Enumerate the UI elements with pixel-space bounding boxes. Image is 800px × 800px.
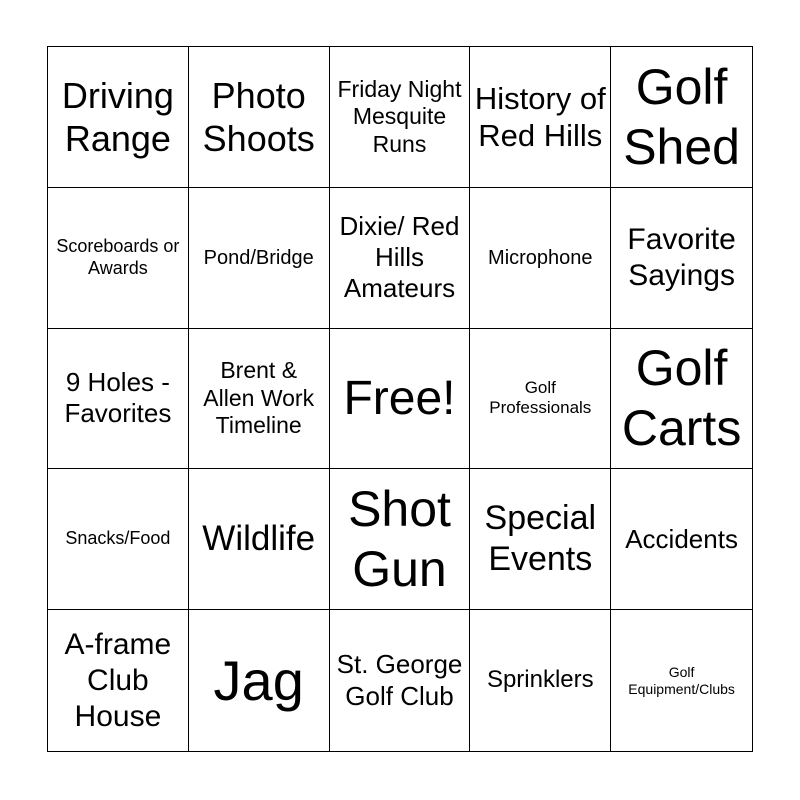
bingo-cell[interactable] bbox=[330, 47, 471, 188]
bingo-cell[interactable] bbox=[48, 329, 189, 470]
bingo-cell[interactable] bbox=[611, 469, 752, 610]
bingo-cell[interactable] bbox=[470, 188, 611, 329]
cell-label: Snacks/Food bbox=[65, 528, 171, 549]
bingo-cell[interactable] bbox=[189, 47, 330, 188]
cell-label: Golf Shed bbox=[623, 58, 740, 175]
cell-label: Shot Gun bbox=[348, 481, 451, 598]
bingo-cell[interactable] bbox=[189, 469, 330, 610]
bingo-cell[interactable] bbox=[48, 610, 189, 751]
cell-label: Free! bbox=[343, 371, 456, 425]
bingo-cell[interactable] bbox=[611, 47, 752, 188]
cell-label: History of Red Hills bbox=[474, 80, 606, 153]
cell-label: Microphone bbox=[488, 246, 593, 269]
cell-label: Brent & Allen Work Timeline bbox=[203, 357, 315, 439]
bingo-cell[interactable] bbox=[48, 47, 189, 188]
bingo-cell[interactable] bbox=[330, 469, 471, 610]
cell-label: Jag bbox=[213, 649, 304, 712]
cell-label: Accidents bbox=[625, 523, 738, 554]
bingo-cell[interactable] bbox=[611, 188, 752, 329]
cell-label: Dixie/ Red Hills Amateurs bbox=[339, 210, 460, 304]
bingo-cell[interactable] bbox=[470, 469, 611, 610]
bingo-cell[interactable] bbox=[330, 188, 471, 329]
cell-label: Scoreboards or Awards bbox=[56, 236, 180, 278]
cell-label: Golf Equipment/Clubs bbox=[628, 663, 735, 697]
cell-label: St. George Golf Club bbox=[336, 649, 463, 711]
cell-label: Friday Night Mesquite Runs bbox=[337, 75, 462, 157]
cell-label: Favorite Sayings bbox=[627, 222, 736, 292]
bingo-cell[interactable] bbox=[189, 329, 330, 470]
bingo-cell[interactable] bbox=[470, 47, 611, 188]
cell-label: Special Events bbox=[484, 499, 597, 579]
bingo-cell[interactable] bbox=[611, 610, 752, 751]
cell-label: Golf Carts bbox=[621, 340, 742, 457]
cell-label: Driving Range bbox=[61, 74, 174, 159]
bingo-cell[interactable] bbox=[330, 610, 471, 751]
cell-label: Wildlife bbox=[202, 519, 316, 559]
bingo-cell[interactable] bbox=[48, 188, 189, 329]
cell-label: Photo Shoots bbox=[202, 74, 315, 159]
bingo-cell[interactable] bbox=[189, 188, 330, 329]
cell-label: Golf Professionals bbox=[489, 378, 592, 418]
bingo-cell[interactable] bbox=[189, 610, 330, 751]
bingo-cell[interactable] bbox=[470, 329, 611, 470]
bingo-cell[interactable] bbox=[48, 469, 189, 610]
cell-label: Pond/Bridge bbox=[203, 246, 314, 269]
bingo-cell[interactable] bbox=[470, 610, 611, 751]
cell-label: 9 Holes - Favorites bbox=[64, 367, 172, 429]
free-space-cell[interactable] bbox=[330, 329, 471, 470]
cell-label: Sprinklers bbox=[486, 666, 594, 694]
bingo-cell[interactable] bbox=[611, 329, 752, 470]
cell-label: A-frame Club House bbox=[64, 627, 172, 733]
bingo-board bbox=[47, 46, 753, 752]
